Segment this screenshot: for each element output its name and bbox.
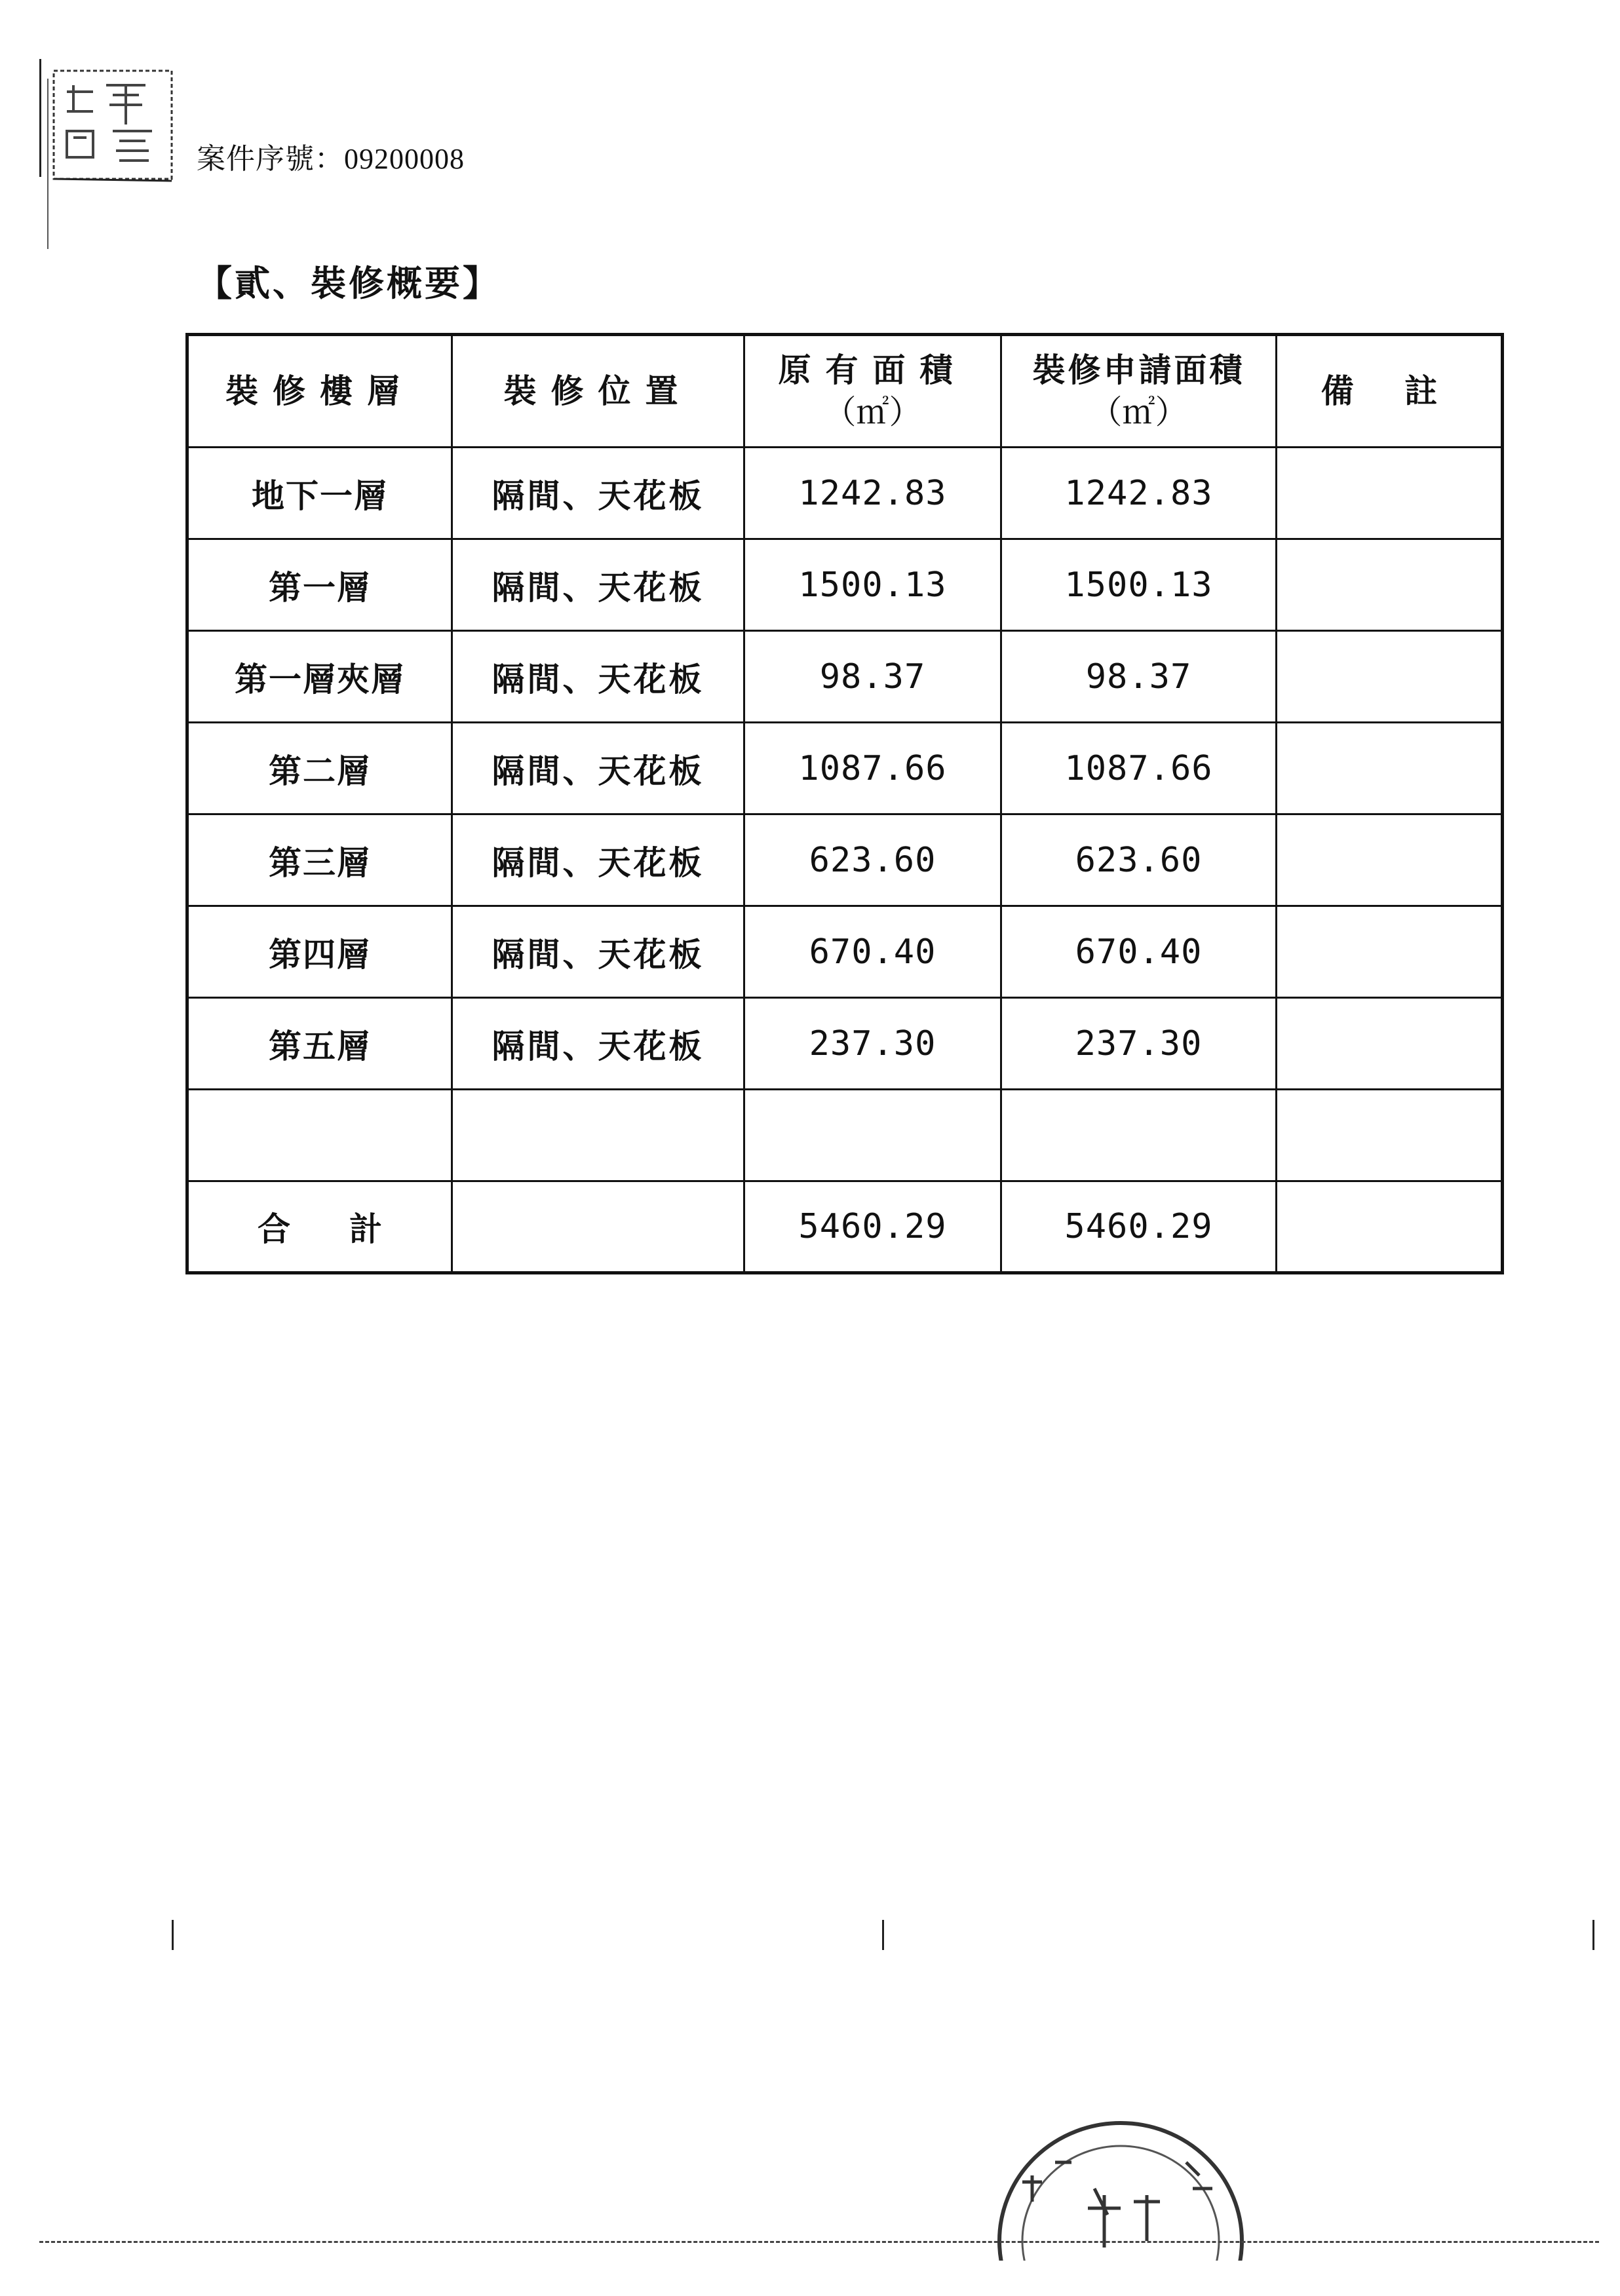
cell-location: 隔間、天花板 xyxy=(492,1026,704,1065)
cell-original-area: 1242.83 xyxy=(798,473,947,513)
table-row xyxy=(187,631,1503,723)
cell-floor: 第四層 xyxy=(269,934,371,974)
bottom-seal-stamp xyxy=(970,2064,1245,2261)
cell-applied-area: 98.37 xyxy=(1085,657,1192,697)
cell-location: 隔間、天花板 xyxy=(492,567,704,607)
total-label: 合計 xyxy=(258,1210,441,1248)
scan-mark xyxy=(172,1920,174,1950)
table-row xyxy=(187,723,1503,814)
cell-applied-area: 1087.66 xyxy=(1064,748,1213,788)
table-row xyxy=(187,814,1503,906)
cell-floor: 第二層 xyxy=(269,751,371,790)
cell-original-area: 237.30 xyxy=(809,1024,936,1063)
bottom-scan-line xyxy=(39,2241,1599,2243)
table-row-empty xyxy=(187,1090,1503,1181)
scan-mark xyxy=(1592,1920,1594,1950)
left-margin-rule xyxy=(39,59,41,177)
header-floor-label: 裝修樓層 xyxy=(225,372,414,410)
cell-applied-area: 1242.83 xyxy=(1064,473,1213,513)
cell-applied-area: 1500.13 xyxy=(1064,565,1213,605)
case-number-value: 09200008 xyxy=(344,143,465,175)
cell-location: 隔間、天花板 xyxy=(492,751,704,790)
header-remarks xyxy=(1277,335,1503,448)
header-location-label: 裝修位置 xyxy=(503,372,693,410)
cell-floor: 第一層 xyxy=(269,567,371,607)
cell-original-area: 1500.13 xyxy=(798,565,947,605)
table-row xyxy=(187,906,1503,998)
header-remarks-label: 備 註 xyxy=(1321,372,1457,410)
cell-location: 隔間、天花板 xyxy=(492,476,704,515)
cell-floor: 第三層 xyxy=(269,843,371,882)
case-number-line xyxy=(197,135,465,177)
cell-applied-area: 623.60 xyxy=(1075,840,1203,880)
header-original-area xyxy=(744,335,1001,448)
cell-original-area: 623.60 xyxy=(809,840,936,880)
table-row xyxy=(187,448,1503,539)
cell-original-area: 670.40 xyxy=(809,932,936,972)
case-number-label: 案件序號： xyxy=(197,142,344,176)
section-title: 【貳、裝修概要】 xyxy=(197,262,501,304)
cell-location: 隔間、天花板 xyxy=(492,659,704,698)
cell-applied-area: 237.30 xyxy=(1075,1024,1203,1063)
table-total-row xyxy=(187,1181,1503,1273)
cell-floor: 第一層夾層 xyxy=(235,659,405,698)
header-applied-area-label: 裝修申請面積 xyxy=(1032,351,1245,389)
total-applied-area: 5460.29 xyxy=(1064,1207,1213,1246)
total-original-area: 5460.29 xyxy=(798,1207,947,1246)
cell-applied-area: 670.40 xyxy=(1075,932,1203,972)
header-original-area-label: 原有面積 xyxy=(778,351,967,389)
table-header-row xyxy=(187,335,1503,448)
scan-mark xyxy=(882,1920,884,1950)
cell-floor: 地下一層 xyxy=(252,476,388,515)
cell-original-area: 98.37 xyxy=(819,657,926,697)
cell-location: 隔間、天花板 xyxy=(492,934,704,974)
cell-floor: 第五層 xyxy=(269,1026,371,1065)
header-applied-area xyxy=(1001,335,1277,448)
header-applied-area-unit: （㎡） xyxy=(1089,393,1188,431)
header-floor xyxy=(187,335,452,448)
table-row xyxy=(187,539,1503,631)
cell-location: 隔間、天花板 xyxy=(492,843,704,882)
table-row xyxy=(187,998,1503,1090)
corner-seal-stamp xyxy=(47,66,178,187)
header-original-area-unit: （㎡） xyxy=(823,393,922,431)
header-location xyxy=(452,335,744,448)
cell-original-area: 1087.66 xyxy=(798,748,947,788)
renovation-summary-table xyxy=(185,333,1504,1274)
